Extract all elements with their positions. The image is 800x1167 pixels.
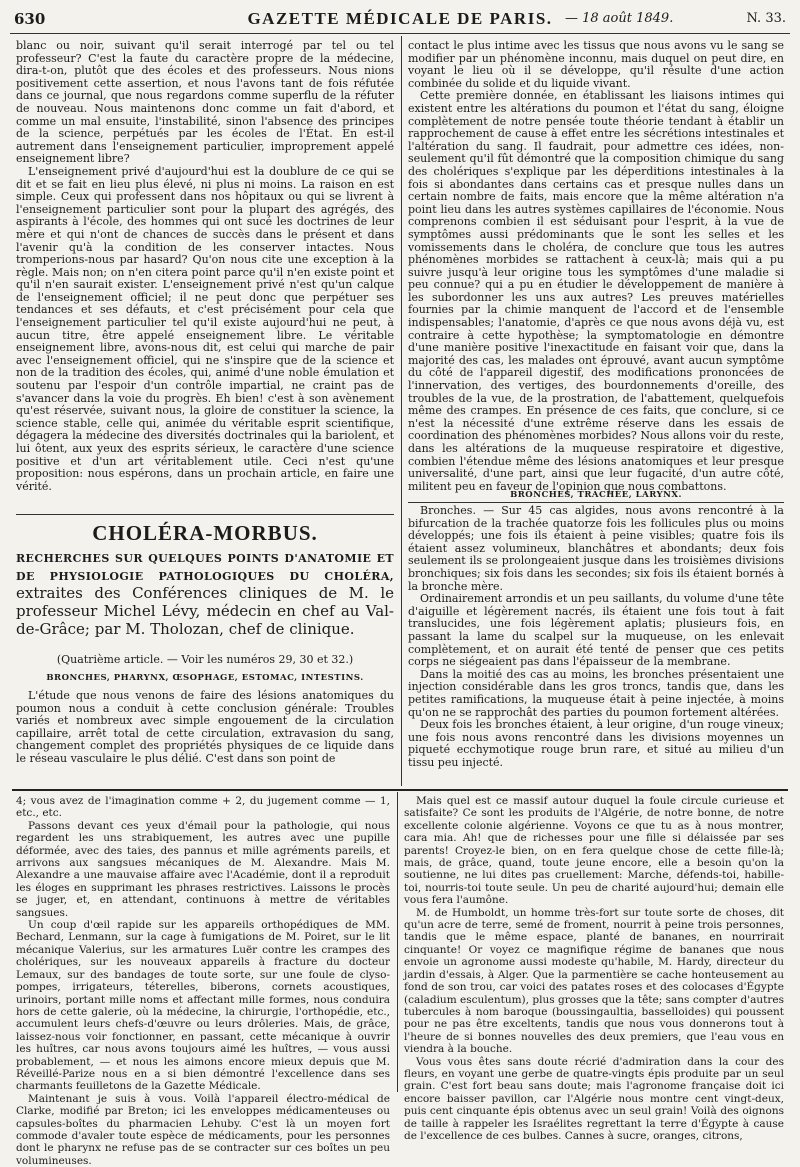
article-education xyxy=(16,40,394,512)
issue-date: — 18 août 1849. xyxy=(565,11,674,26)
paragraph: Bronches. — Sur 45 cas algides, nous avons rencontré à la bifurcation de la trachée quatorze fois les follicules plus ou moins développés; une fois ils étaient à peine visibles; quatre fois ils étaient assez volumineux, blanchâtres et abondants; deux fois seulement ils se prolongeaient jusque dans les troisièmes divisions bronchiques; six fois dans les secondes; six fois ils étaient bornés à la bronche mère. xyxy=(408,504,784,593)
paragraph: Vous vous êtes sans doute récrié d'admiration dans la cour des fleurs, en voyant une gerbe de quatre-vingts épis produite par un seul grain. C'est fort beau sans doute; mais l'agronome française doit ici encore baisser pavillon, car l'Algérie nous montre cent vingt-deux, puis cent cinquante épis obtenus avec un seul grain! Voilà des oignons de taille à rappeler les Israélites regrettant la terre d'Égypte à cause de l'excellence de ces bulbes. Cannes à sucre, oranges, citrons, xyxy=(404,1055,784,1142)
section-title-cholera: CHOLÉRA-MORBUS. xyxy=(92,521,318,545)
heading-rest: extraites des Conférences cliniques de M. le professeur Michel Lévy, médecin en chef au Val-de-Grâce; par M. Tholozan, chef de clinique. xyxy=(16,584,394,638)
article-cholera-continued xyxy=(408,39,784,493)
header-rule xyxy=(10,33,790,34)
paragraph: Mais quel est ce massif autour duquel la foule circule curieuse et satisfaite? Ce sont les produits de l'Algérie, de notre bonne, de notre excellente colonie algérienne. Voyons ce que tu as à nous montrer, cara mia. Ah! que de richesses pour une fille si délaissée par ses parents! Croyez-le bien, on en fera quelque chose de cette fille-là; mais, de grâce, quand, toute jeune encore, elle a besoin qu'on la soutienne, ne lui dites pas cruellement: Marche, défends-toi, habille-toi, nourris-toi toute seule. Un peu de charité aujourd'hui; demain elle vous fera l'aumône. xyxy=(404,795,784,907)
paragraph: Ordinairement arrondis et un peu saillants, du volume d'une tête d'aiguille et légèrement nacrés, ils étaient une fois tout à fait translucides, une fois légèrement aplatis; plusieurs fois, en passant la lame du scalpel sur la muqueuse, on les enlevait complètement, et on aurait été tenté de penser que ces petits corps ne siégeaient pas dans l'épaisseur de la membrane. xyxy=(408,592,784,669)
heading-caps: RECHERCHES SUR QUELQUES POINTS D'ANATOMIE ET DE PHYSIOLOGIE PATHOLOGIQUES DU CHOLÉRA, xyxy=(16,552,394,583)
subheading-organs: BRONCHES, PHARYNX, ŒSOPHAGE, ESTOMAC, INTESTINS. xyxy=(46,673,364,683)
section-rule xyxy=(16,514,394,515)
article-note: (Quatrième article. — Voir les numéros 29, 30 et 32.) xyxy=(56,653,354,666)
feuilleton-left xyxy=(16,795,390,1167)
paragraph: contact le plus intime avec les tissus que nous avons vu le sang se modifier par un phénomène inconnu, mais duquel on peut dire, en voyant le lieu où il se développe, qu'il résulte d'une action combinée du solide et du liquide vivant. xyxy=(408,39,784,90)
paragraph: L'enseignement privé d'aujourd'hui est la doublure de ce qui se dit et se fait en lieu plus élevé, ni plus ni moins. La raison en est simple. Ceux qui professent dans nos hôpitaux ou qui se livrent à l'enseignement particulier sont pour la plupart des agrégés, des aspirants à l'école, des hommes qui ont sucé les doctrines de leur mère et qui n'ont de chances de succès dans le présent et dans l'avenir qu'à la condition de les conserver intactes. Nous tromperions-nous par hasard? Qu'on nous cite une exception à la règle. Mais non; on n'en citera point parce qu'il n'en existe point et qu'il n'en saurait exister. L'enseignement privé n'est qu'un calque de l'enseignement officiel; il ne peut donc que perpétuer ses tendances et ses défauts, et c'est précisément pour cela que l'enseignement particulier tel qu'il existe aujourd'hui ne peut, à aucun titre, être appelé enseignement libre. Le véritable enseignement libre, avons-nous dit, est celui qui marche de pair avec l'enseignement officiel, qui ne s'inspire que de la science et non de la tradition des écoles, qui, animé d'une noble émulation et soutenu par l'espoir d'un contrôle impartial, ne craint pas de s'avancer dans la voie du progrès. Eh bien! c'est à son avènement qu'est réservée, suivant nous, la gloire de constituer la science, la science stable, celle qui, animée du véritable esprit scientifique, dégagera la médecine des diversités doctrinales qui la bariolent, et lui ôtent, aux yeux des esprits sérieux, le caractère d'une science positive et d'un art véritablement utile. Ceci n'est qu'une proposition: nous espérons, dans un prochain article, en faire une vérité. xyxy=(16,164,394,493)
article-intro xyxy=(16,690,394,785)
feuilleton-divider xyxy=(397,792,398,1092)
subheading-rule xyxy=(408,502,784,503)
page-header xyxy=(10,6,790,32)
subheading-bronches: BRONCHES, TRACHÉE, LARYNX. xyxy=(510,490,682,500)
masthead-title: GAZETTE MÉDICALE DE PARIS. xyxy=(247,9,553,28)
paragraph: blanc ou noir, suivant qu'il serait interrogé par tel ou tel professeur? C'est la faute du caractère propre de la médecine, dira-t-on, plutôt que des écoles et des professeurs. Nous nions positivement cette assertion, et nous l'avons tant de fois réfutée dans ce journal, que nous regardons comme superflu de la réfuter de nouveau. Nous maintenons donc comme un fait d'abord, et comme un mal ensuite, l'instabilité, sinon l'absence des principes de la science, perpétués par les écoles de l'État. En est-il autrement dans l'enseignement particulier, improprement appelé enseignement libre? xyxy=(16,39,394,166)
issue-number: N. 33. xyxy=(746,11,786,26)
paragraph: Cette première donnée, en établissant les liaisons intimes qui existent entre les altérations du poumon et l'état du sang, éloigne complètement de notre pensée toute théorie tendant à établir un rapprochement de cause à effet entre les sécrétions intestinales et l'altération du sang. Il faudrait, pour admettre ces idées, non-seulement qu'il fût démontré que la composition chimique du sang des cholériques s'explique par les déperditions intestinales à la fois si abondantes dans certains cas et presque nulles dans un certain nombre de faits, mais encore que la même altération n'a point lieu dans les autres systèmes capillaires de l'économie. Nous comprenons combien il est séduisant pour l'esprit, à la vue de symptômes aussi prédominants que le sont les selles et les vomissements dans le choléra, de conclure que tous les autres phénomènes morbides se rattachent à ceux-là; mais qui a pu suivre jusqu'à leur origine tous les symptômes d'une maladie si peu connue? qui a pu en étudier le développement de manière à les subordonner les uns aux autres? Les preuves matérielles fournies par la chimie manquent de l'accord et de l'ensemble indispensables; l'anatomie, d'après ce que nous avons déjà vu, est contraire à cette hypothèse; la symptomatologie en démontre d'une manière positive l'inexactitude en faisant voir que, dans la majorité des cas, les malades ont éprouvé, avant aucun symptôme du côté de l'appareil digestif, des modifications prononcées de l'innervation, des vertiges, des bourdonnements d'oreille, des troubles de la vue, de la prostration, de l'abattement, quelquefois même des crampes. En présence de ces faits, que conclure, si ce n'est la nécessité d'une extrême réserve dans les essais de coordination des phénomènes morbides? Nous allons voir du reste, dans les altérations de la muqueuse respiratoire et digestive, combien l'étendue même des lésions anatomiques et leur presque universalité, d'une part, ainsi que leur fugacité, d'un autre côté, militent peu en faveur de l'opinion que nous combattons. xyxy=(408,89,784,493)
page-number: 630 xyxy=(14,10,46,28)
paragraph: Deux fois les bronches étaient, à leur origine, d'un rouge vineux; une fois nous avons rencontré dans les divisions moyennes un piqueté ecchymotique rouge brun rare, et situé au milieu d'un tissu peu injecté. xyxy=(408,718,784,769)
paragraph: Un coup d'œil rapide sur les appareils orthopédiques de MM. Bechard, Lenmann, sur la cage à fumigations de M. Poiret, sur le lit mécanique Valerius, sur les armatures Luër contre les crampes des cholériques, sur les nouveaux appareils à fracture du docteur Lemaux, sur des bandages de toute sorte, sur une foule de clyso-pompes, irrigateurs, téterelles, biberons, cornets acoustiques, urinoirs, portant mille noms et affectant mille formes, nous conduira hors de cette galerie, où la médecine, la chirurgie, l'orthopédie, etc., accumulent leurs chefs-d'œuvre ou leurs drôleries. Mais, de grâce, laissez-nous voir fonctionner, en passant, cette mécanique à ouvrir les huîtres, car nous avons toujours aimé les huîtres, — vous aussi probablement, — et nous les aimons encore mieux depuis que M. Réveillé-Parize nous en a si bien démontré l'excellence dans ses charmants feuilletons de la Gazette Médicale. xyxy=(16,919,390,1093)
paragraph: L'étude que nous venons de faire des lésions anatomiques du poumon nous a conduit à cette conclusion générale: Troubles variés et nombreux avec simple engouement de la circulation capillaire, arrêt total de cette circulation, extravasion du sang, changement complet des propriétés physiques de ce liquide dans le réseau vasculaire le plus délié. C'est dans son point de xyxy=(16,689,394,765)
paragraph: Dans la moitié des cas au moins, les bronches présentaient une injection considérable dans les gros troncs, tandis que, dans les petites ramifications, la muqueuse était à peine injectée, à moins qu'on ne se rapprochât des parties du poumon fortement altérées. xyxy=(408,667,784,719)
paragraph: M. de Humboldt, un homme très-fort sur toute sorte de choses, dit qu'un acre de terre, semé de froment, nourrit à peine trois personnes, tandis que le même espace, planté de bananes, en nourrirait cinquante! Or voyez ce magnifique régime de bananes que nous envoie un agronome aussi modeste qu'habile, M. Hardy, directeur du jardin d'essais, à Alger. Que la parmentière se cache honteusement au fond de son trou, car voici des patates roses et des colocases d'Égypte (caladium esculentum), plus grosses que la tête; sans compter d'autres tubercules à nom baroque (boussingaultia, basselloides) qui poussent pour ne pas être exceltents, tandis que nous vous donnerons tout à l'heure de si bonnes nouvelles des deux premiers, que l'eau vous en viendra à la bouche. xyxy=(404,906,784,1056)
column-divider xyxy=(401,36,402,786)
feuilleton-right xyxy=(404,795,784,1142)
paragraph: Passons devant ces yeux d'émail pour la pathologie, qui nous regardent les uns strabiquement, les autres avec une pupille déformée, avec des taies, des pannus et mille agréments pareils, et arrivons aux sangsues mécaniques de M. Alexandre. Mais M. Alexandre a une mauvaise affaire avec l'Académie, dont il a reproduit les éloges en supprimant les phrases restrictives. Laissons le procès se juger, et, en attendant, continuons à mettre de véritables sangsues. xyxy=(16,819,390,919)
article-heading xyxy=(16,551,394,638)
paragraph: 4; vous avez de l'imagination comme + 2, du jugement comme — 1, etc., etc. xyxy=(16,795,390,820)
feuilleton-rule xyxy=(12,789,788,791)
section-bronches xyxy=(408,505,784,783)
paragraph: Maintenant je suis à vous. Voilà l'appareil électro-médical de Clarke, modifié par Breton; ici les enveloppes médicamenteuses ou capsules-boîtes du pharmacien Lehuby. C'est là un moyen fort commode d'avaler toute espèce de médicaments, pour les personnes dont le pharynx ne refuse pas de se contracter sur ces boîtes un peu volumineuses. xyxy=(16,1092,390,1167)
